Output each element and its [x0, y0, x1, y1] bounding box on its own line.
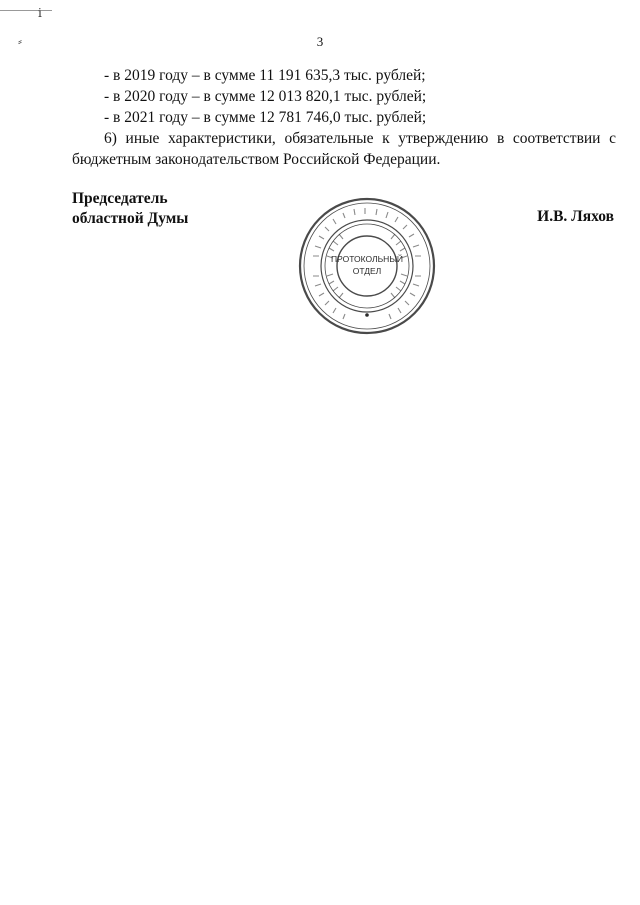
document-body — [72, 65, 616, 170]
signatory-title — [72, 189, 188, 229]
signatory-title-line2: областной Думы — [72, 210, 189, 227]
official-seal-stamp — [297, 196, 437, 336]
budget-line-2019: - в 2019 году – в сумме 11 191 635,3 тыс. рублей; — [104, 67, 426, 84]
stamp-center-line2: ОТДЕЛ — [352, 266, 382, 276]
budget-line-2020: - в 2020 году – в сумме 12 013 820,1 тыс. рублей; — [104, 88, 427, 105]
scan-artifact-mark: ⸗ — [18, 34, 22, 48]
budget-line-2021: - в 2021 году – в сумме 12 781 746,0 тыс. рублей; — [104, 109, 427, 126]
scan-edge-mark — [0, 10, 52, 11]
signatory-name: И.В. Ляхов — [537, 208, 614, 225]
stamp-center-line1: ПРОТОКОЛЬНЫЙ — [331, 254, 403, 264]
scan-artifact-mark: ⅰ — [38, 6, 42, 20]
paragraph-item-6: 6) иные характеристики, обязательные к утверждению в соответствии с бюджетным законодательством Российской Федерации. — [72, 130, 616, 168]
signatory-title-line1: Председатель — [72, 190, 168, 207]
page-number: 3 — [316, 34, 324, 49]
